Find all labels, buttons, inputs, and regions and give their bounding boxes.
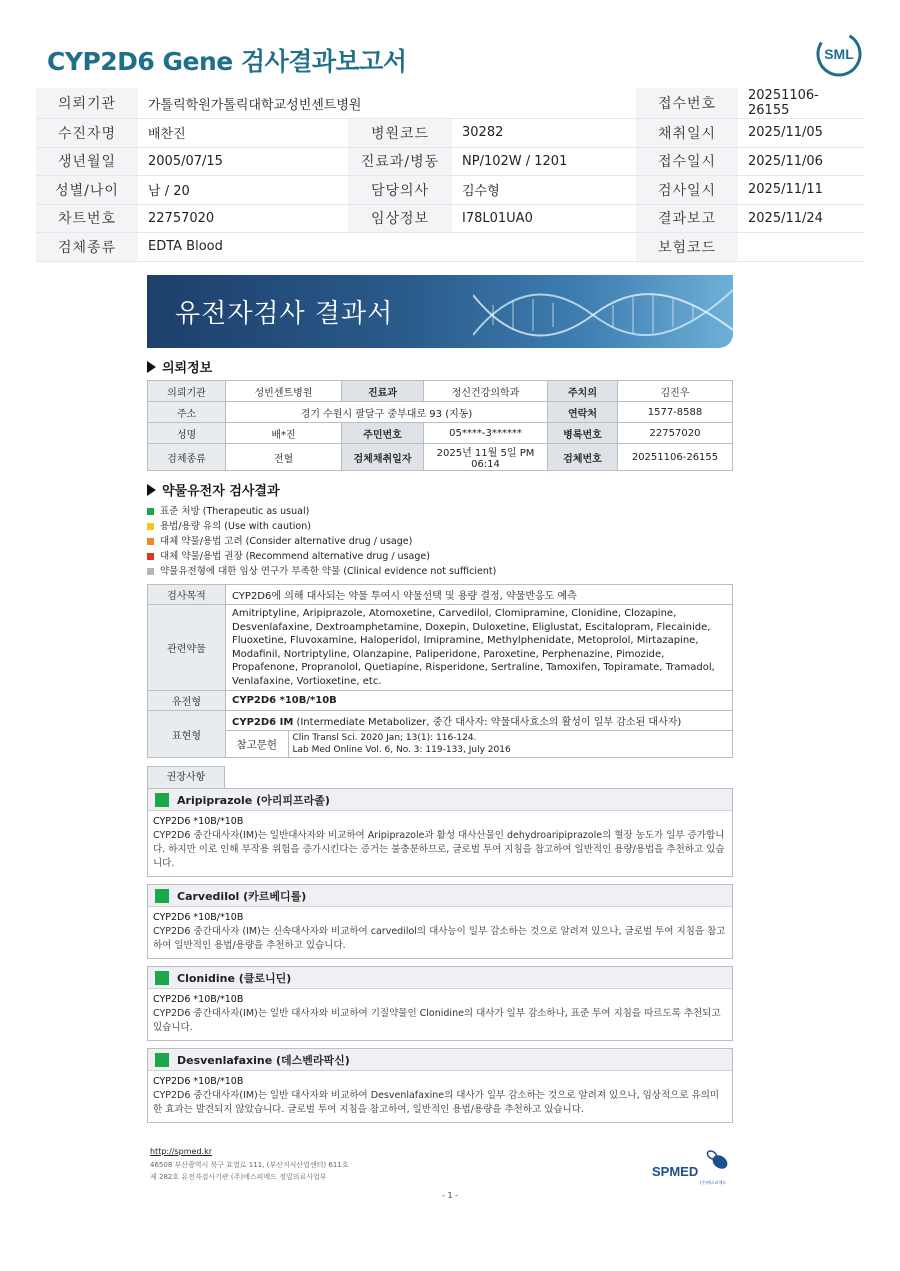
- green-square-icon: [155, 971, 169, 985]
- green-square-icon: [147, 508, 154, 515]
- genotype-value: CYP2D6 *10B/*10B: [226, 691, 733, 711]
- patient-info-table: [36, 88, 864, 262]
- recommend-item: [147, 966, 733, 1041]
- purpose-value: CYP2D6에 의해 대사되는 약물 투여시 약물선택 및 용량 결정, 약물반응도 예측: [226, 585, 733, 605]
- triangle-icon: [147, 361, 156, 373]
- address-line: 46508 부산광역시 북구 효열로 111, (부산지식산업센터) 611호: [150, 1161, 349, 1169]
- info-value: 30282: [452, 119, 636, 148]
- table-cell: 2025년 11월 5일 PM 06:14: [424, 444, 548, 471]
- info-value: 2005/07/15: [138, 147, 348, 176]
- info-label: 접수번호: [636, 88, 738, 119]
- info-value: 2025/11/05: [738, 119, 864, 148]
- recommend-label: 권장사항: [147, 766, 225, 788]
- reference-label: 참고문헌: [236, 738, 278, 751]
- spmed-logo: [652, 1146, 734, 1186]
- table-cell: 의뢰기관: [148, 381, 226, 402]
- green-square-icon: [155, 793, 169, 807]
- info-label: 성별/나이: [36, 176, 138, 205]
- table-cell: 배*진: [226, 423, 342, 444]
- yellow-square-icon: [147, 523, 154, 530]
- info-value: 가톨릭학원가톨릭대학교성빈센트병원: [138, 88, 636, 119]
- reference-item: Lab Med Online Vol. 6, No. 3: 119-133, July 2016: [292, 745, 511, 755]
- sml-logo: [815, 30, 863, 78]
- recommend-item: [147, 788, 733, 877]
- info-label: 생년월일: [36, 147, 138, 176]
- info-label: 검사일시: [636, 176, 738, 205]
- table-cell: 진료과: [342, 381, 424, 402]
- table-cell: 정신건강의학과: [424, 381, 548, 402]
- phenotype-value: [226, 711, 733, 731]
- table-row: [148, 381, 733, 402]
- triangle-icon: [147, 484, 156, 496]
- spmed-logo-sub: (주)에스피메드: [700, 1180, 727, 1185]
- info-value: 남 / 20: [138, 176, 348, 205]
- sml-logo-text: SML: [824, 46, 854, 62]
- table-row: [148, 605, 733, 691]
- result-heading-text: 약물유전자 검사결과: [162, 484, 280, 499]
- info-value: [738, 233, 864, 262]
- spmed-logo-text: SPMED: [652, 1164, 699, 1179]
- legend-item: [147, 549, 733, 564]
- phenotype-desc: (Intermediate Metabolizer, 중간 대사자: 약물대사효소의 활성이 일부 감소된 대사자): [293, 717, 682, 728]
- phenotype-bold: CYP2D6 IM: [232, 717, 294, 728]
- info-label: 검체종류: [36, 233, 138, 262]
- gray-square-icon: [147, 568, 154, 575]
- table-cell: 김진우: [618, 381, 733, 402]
- reference-table: [226, 731, 732, 757]
- request-heading: [147, 357, 733, 376]
- table-cell: 주민번호: [342, 423, 424, 444]
- result-heading: [147, 480, 733, 499]
- table-row: [148, 691, 733, 711]
- footer-link[interactable]: http://spmed.kr: [150, 1147, 213, 1156]
- genetic-report: [147, 275, 733, 1130]
- recommend-item: [147, 1048, 733, 1123]
- reference-list: [288, 731, 732, 757]
- address-line: 제 282호 유전자검사기관 (주)에스피메드 정밀의료사업부: [150, 1173, 327, 1181]
- info-label: 접수일시: [636, 147, 738, 176]
- legend-text: 대체 약물/용법 권장 (Recommend alternative drug / usage): [160, 551, 430, 562]
- phenotype-label: 표현형: [148, 711, 226, 758]
- info-row: [36, 176, 864, 205]
- info-row: [36, 233, 864, 262]
- drug-genotype: CYP2D6 *10B/*10B: [153, 912, 244, 923]
- reference-cell: [226, 731, 733, 758]
- table-row: [148, 402, 733, 423]
- orange-square-icon: [147, 538, 154, 545]
- green-square-icon: [155, 1053, 169, 1067]
- table-cell: 1577-8588: [618, 402, 733, 423]
- green-square-icon: [155, 889, 169, 903]
- drug-recommendation: CYP2D6 중간대사자(IM)는 일반대사자와 비교하여 Aripiprazole과 활성 대사산물인 dehydroaripiprazole의 혈장 농도가 일부 증가합니다. 하지만 이로 인해 부작용 위험을 증가시킨다는 증거는 불충분하므로, 글로벌 투여 지침을 참고하여 일반적인 용량/용법을 추천하고 있습니다.: [153, 830, 725, 869]
- info-label: 담당의사: [348, 176, 452, 205]
- red-square-icon: [147, 553, 154, 560]
- banner-title: 유전자검사 결과서: [175, 299, 394, 329]
- drug-name: Desvenlafaxine (데스벤라팍신): [177, 1053, 350, 1067]
- page-title: CYP2D6 Gene 검사결과보고서: [47, 47, 407, 76]
- report-banner: [147, 275, 733, 348]
- drug-name: Aripiprazole (아리피프라졸): [177, 793, 330, 807]
- table-cell: 성빈센트병원: [226, 381, 342, 402]
- drug-recommendation: CYP2D6 중간대사자(IM)는 일반 대사자와 비교하여 Desvenlafaxine의 대사가 일부 감소하는 것으로 알려져 있으나, 임상적으로 유의미한 효과는 발견되지 않았습니다. 글로벌 투여 지침을 참고하여, 일반적인 용법/용량을 추천하고 있습니다.: [153, 1090, 720, 1115]
- drug-name: Clonidine (클로니딘): [177, 971, 292, 985]
- table-cell: 주치의: [548, 381, 618, 402]
- legend-item: [147, 504, 733, 519]
- info-label: 의뢰기관: [36, 88, 138, 119]
- info-value: 2025/11/11: [738, 176, 864, 205]
- info-label: 수진자명: [36, 119, 138, 148]
- purpose-label: 검사목적: [148, 585, 226, 605]
- table-cell: 검체종류: [148, 444, 226, 471]
- info-label: 결과보고: [636, 204, 738, 233]
- table-cell: 성명: [148, 423, 226, 444]
- info-label: 채취일시: [636, 119, 738, 148]
- drugs-value: Amitriptyline, Aripiprazole, Atomoxetine, Carvedilol, Clomipramine, Clonidine, Clozapine, Desvenlafaxine, Dextroamphetamine, Doxepin, Duloxetine, Eliglustat, Escitalopram, Flecainide, Fluoxetine, Fluvoxamine, Haloperidol, Imipramine, Methylphenidate, Metoprolol, Mirtazapine, Modafinil, Nortriptyline, Olanzapine, Paliperidone, Paroxetine, Perphenazine, Pimozide, Propafenone, Propranolol, Quetiapine, Risperidone, Sertraline, Tamoxifen, Topiramate, Tramadol, Venlafaxine, Vortioxetine, etc.: [226, 605, 733, 691]
- info-row: [36, 204, 864, 233]
- info-row: [36, 88, 864, 119]
- table-cell: 전혈: [226, 444, 342, 471]
- table-cell: 검체번호: [548, 444, 618, 471]
- drugs-label: 관련약물: [148, 605, 226, 691]
- info-value: EDTA Blood: [138, 233, 636, 262]
- info-label: 임상정보: [348, 204, 452, 233]
- footer-address: [150, 1159, 349, 1183]
- table-row: [148, 444, 733, 471]
- table-cell: 경기 수원시 팔달구 중부대로 93 (지동): [226, 402, 548, 423]
- info-value: 배찬진: [138, 119, 348, 148]
- info-value: 김수형: [452, 176, 636, 205]
- table-cell: 연락처: [548, 402, 618, 423]
- recommend-item: [147, 884, 733, 959]
- table-row: [148, 423, 733, 444]
- drug-name: Carvedilol (카르베디롤): [177, 889, 307, 903]
- genotype-label: 유전형: [148, 691, 226, 711]
- drug-recommendation: CYP2D6 중간대사자(IM)는 일반 대사자와 비교하여 기질약물인 Clonidine의 대사가 일부 감소하나, 표준 투여 지침을 따르도록 추천되고 있습니다.: [153, 1008, 721, 1033]
- info-value: NP/102W / 1201: [452, 147, 636, 176]
- table-row: [148, 731, 733, 758]
- table-row: [148, 711, 733, 731]
- info-row: [36, 147, 864, 176]
- drug-genotype: CYP2D6 *10B/*10B: [153, 994, 244, 1005]
- table-cell: 05****-3******: [424, 423, 548, 444]
- info-value: 20251106-26155: [738, 88, 864, 119]
- table-row: [148, 585, 733, 605]
- info-value: I78L01UA0: [452, 204, 636, 233]
- dna-helix-graphic: [473, 275, 733, 348]
- info-label: 진료과/병동: [348, 147, 452, 176]
- legend-text: 표준 처방 (Therapeutic as usual): [160, 506, 310, 517]
- table-cell: 22757020: [618, 423, 733, 444]
- info-value: 22757020: [138, 204, 348, 233]
- info-row: [36, 119, 864, 148]
- page-number: - 1 -: [442, 1191, 458, 1200]
- table-cell: 병록번호: [548, 423, 618, 444]
- legend-item: [147, 519, 733, 534]
- table-cell: 검체채취일자: [342, 444, 424, 471]
- info-label: 보험코드: [636, 233, 738, 262]
- drug-genotype: CYP2D6 *10B/*10B: [153, 1076, 244, 1087]
- legend-text: 약물유전형에 대한 임상 연구가 부족한 약물 (Clinical evidence not sufficient): [160, 566, 497, 577]
- request-table: [147, 380, 733, 471]
- table-cell: 주소: [148, 402, 226, 423]
- result-table: [147, 584, 733, 758]
- info-label: 차트번호: [36, 204, 138, 233]
- legend-text: 용법/용량 유의 (Use with caution): [160, 521, 311, 532]
- legend-item: [147, 534, 733, 549]
- drug-recommendation: CYP2D6 중간대사자 (IM)는 신속대사자와 비교하여 carvedilol의 대사능이 일부 감소하는 것으로 알려져 있으나, 글로벌 투여 지침을 참고하여 일반적인 용법/용량을 추천하고 있습니다.: [153, 926, 726, 951]
- request-heading-text: 의뢰정보: [162, 361, 213, 376]
- table-cell: 20251106-26155: [618, 444, 733, 471]
- legend-item: [147, 564, 733, 579]
- info-label: 병원코드: [348, 119, 452, 148]
- reference-item: Clin Transl Sci. 2020 Jan; 13(1): 116-124.: [292, 733, 477, 743]
- legend: [147, 504, 733, 579]
- legend-text: 대체 약물/용법 고려 (Consider alternative drug / usage): [160, 536, 413, 547]
- info-value: 2025/11/06: [738, 147, 864, 176]
- info-value: 2025/11/24: [738, 204, 864, 233]
- drug-genotype: CYP2D6 *10B/*10B: [153, 816, 244, 827]
